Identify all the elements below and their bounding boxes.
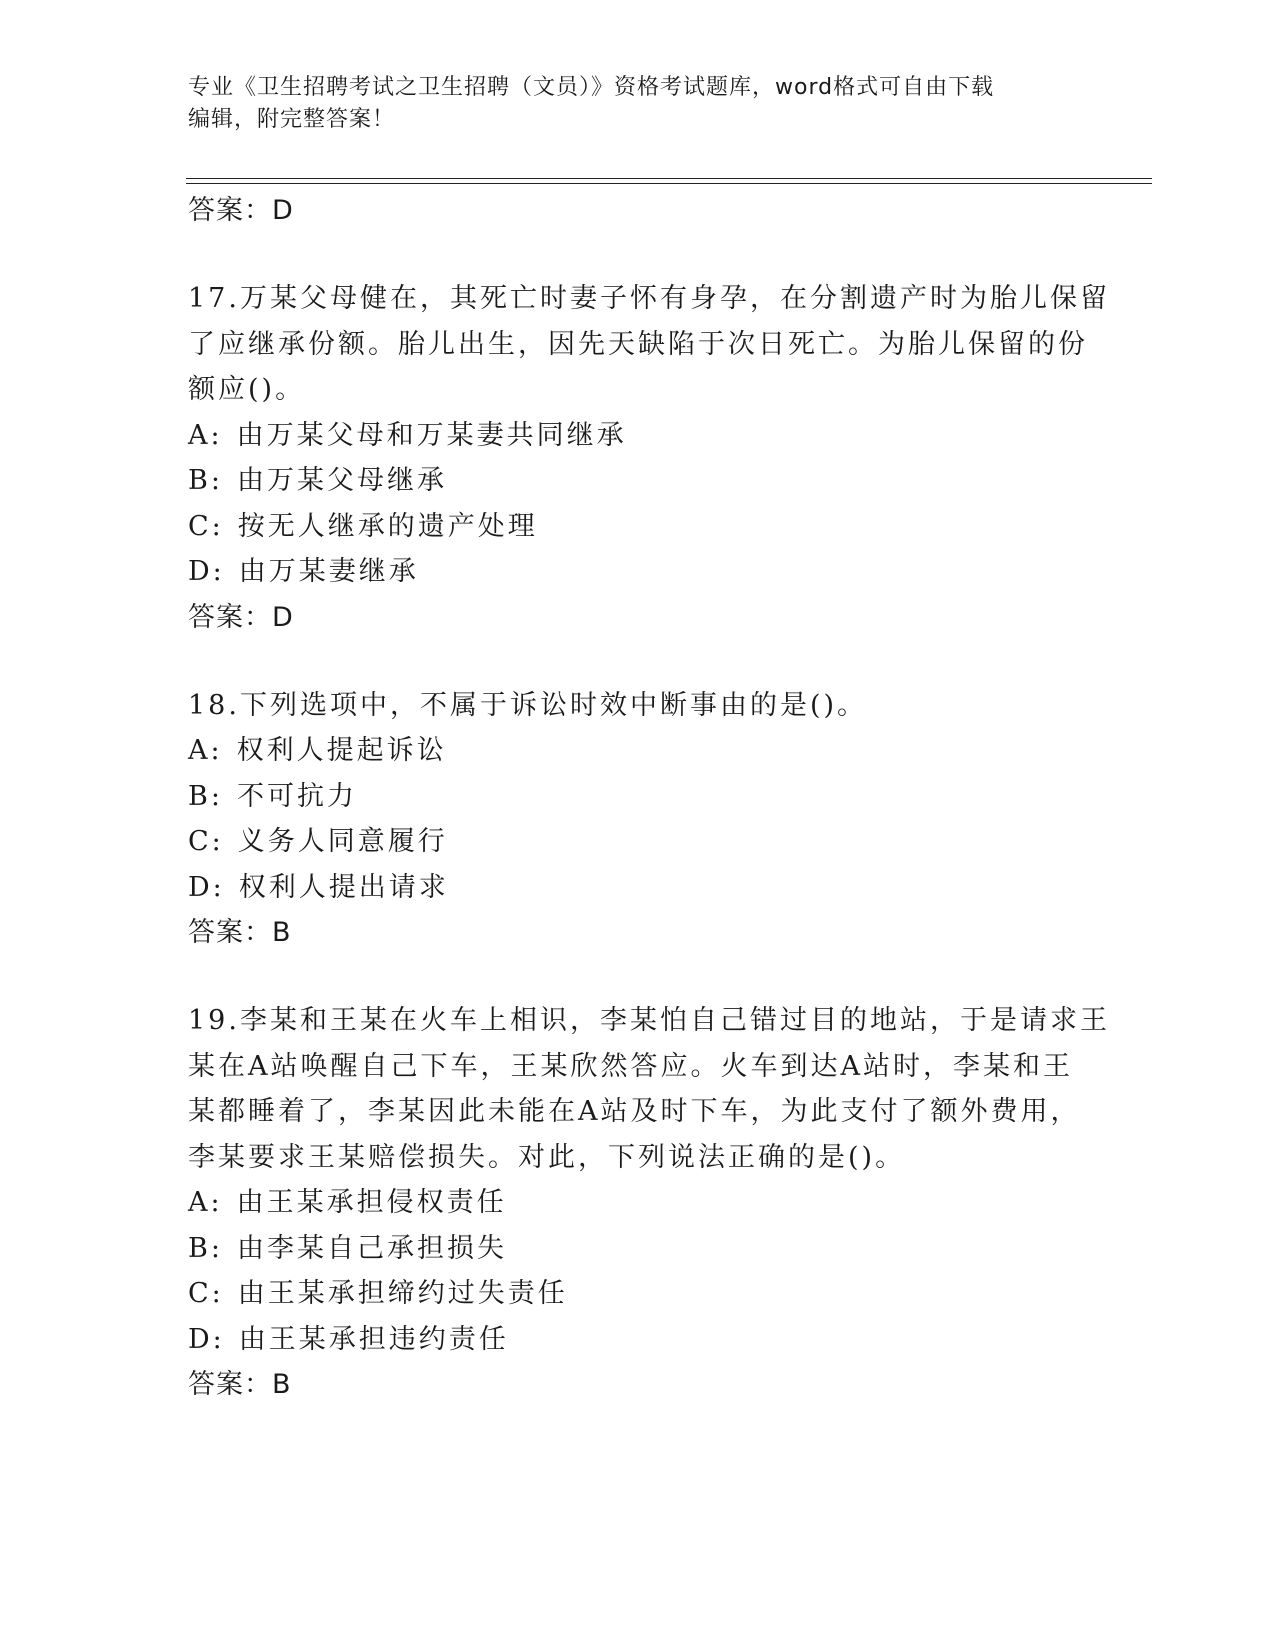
option-key: C: [188,510,224,542]
option-c [188,819,1088,865]
option-text: 由万某父母继承 [236,465,447,496]
previous-answer: 答案：D [188,195,294,226]
question-answer: 答案：D [188,601,294,633]
option-d [188,549,1088,595]
option-text: 权利人提出请求 [238,871,449,903]
question-18 [188,683,1088,957]
option-text: 由王某承担违约责任 [238,1323,509,1355]
option-a [188,1180,1088,1226]
option-text: 由万某父母和万某妻共同继承 [236,419,627,451]
option-a [188,728,1088,774]
option-text: 义务人同意履行 [237,826,448,857]
option-d [188,865,1088,911]
header-line-1: 专业《卫生招聘考试之卫生招聘（文员）》资格考试题库，word格式可自由下载 [188,75,995,100]
question-stem-line: 17.万某父母健在，其死亡时妻子怀有身孕，在分割遗产时为胎儿保留 [188,283,1110,314]
page-header [188,72,1088,136]
option-c [188,1271,1088,1317]
question-stem-line: 了应继承份额。胎儿出生，因先天缺陷于次日死亡。为胎儿保留的份 [188,328,1088,360]
header-divider-bottom [186,183,1152,184]
option-text: 由万某妻继承 [238,556,419,587]
question-17 [188,276,1110,641]
option-key: A: [188,1187,223,1218]
option-text: 权利人提起诉讼 [236,735,447,766]
header-divider-top [186,178,1152,179]
option-key: B: [188,780,223,812]
option-key: A: [188,735,223,766]
option-key: B: [188,1232,223,1264]
option-b [188,774,1088,820]
question-stem-line: 李某要求王某赔偿损失。对此，下列说法正确的是()。 [188,1141,906,1173]
question-stem-line: 某都睡着了，李某因此未能在A站及时下车，为此支付了额外费用， [188,1096,1081,1127]
question-answer: 答案：B [188,1369,292,1400]
option-key: C: [188,826,224,857]
option-d [188,1317,1088,1363]
question-stem-line: 19.李某和王某在火车上相识，李某怕自己错过目的地站，于是请求王 [188,1005,1110,1036]
question-stem-line: 某在A站唤醒自己下车，王某欣然答应。火车到达A站时，李某和王 [188,1050,1073,1082]
question-stem-line: 18.下列选项中，不属于诉讼时效中断事由的是()。 [188,689,868,721]
option-key: D: [188,556,225,587]
option-text: 不可抗力 [236,780,357,812]
option-c [188,504,1088,550]
option-text: 由王某承担侵权责任 [236,1187,507,1218]
option-text: 按无人继承的遗产处理 [237,510,538,542]
option-key: B: [188,465,223,496]
option-b [188,458,1088,504]
option-text: 由王某承担缔约过失责任 [237,1278,568,1309]
option-key: D: [188,871,225,903]
option-key: A: [188,419,223,451]
question-19 [188,998,1110,1408]
question-answer: 答案：B [188,917,292,948]
option-text: 由李某自己承担损失 [236,1232,507,1264]
header-line-2: 编辑，附完整答案！ [188,107,396,132]
option-key: C: [188,1278,224,1309]
option-a [188,413,1088,459]
document-body [188,188,1110,1408]
option-key: D: [188,1323,225,1355]
option-b [188,1226,1088,1272]
question-stem-line: 额应()。 [188,374,306,405]
